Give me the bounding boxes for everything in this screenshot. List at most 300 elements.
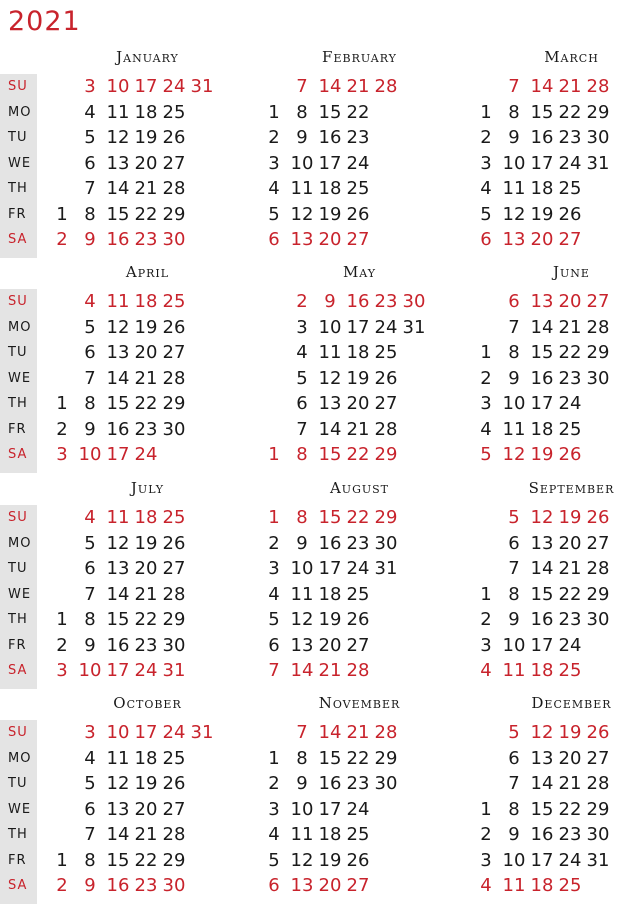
day-cell: 25 xyxy=(346,824,370,845)
day-cell: 26 xyxy=(162,127,186,148)
day-cell: 30 xyxy=(374,532,398,554)
day-cell: 26 xyxy=(586,722,610,743)
weekday-label: WE xyxy=(8,801,32,817)
day-cell: 13 xyxy=(290,634,314,656)
day-cell: 19 xyxy=(134,532,158,554)
day-cell: 1 xyxy=(56,203,68,225)
day-cell: 22 xyxy=(558,342,582,363)
day-cell: 20 xyxy=(134,558,158,579)
day-cell: 26 xyxy=(586,507,610,528)
day-cell: 8 xyxy=(296,747,308,769)
day-cell: 2 xyxy=(56,229,68,250)
day-cell: 12 xyxy=(290,849,314,871)
day-cell: 29 xyxy=(162,203,186,225)
month-name: August xyxy=(329,479,390,497)
day-cell: 22 xyxy=(346,747,370,769)
day-cell: 10 xyxy=(290,798,314,820)
day-cell: 11 xyxy=(290,824,314,845)
day-cell: 29 xyxy=(374,747,398,769)
day-cell: 25 xyxy=(374,342,398,363)
day-cell: 24 xyxy=(558,152,582,174)
day-cell: 1 xyxy=(268,507,280,528)
day-cell: 11 xyxy=(318,342,342,363)
day-cell: 27 xyxy=(346,634,370,656)
month-block xyxy=(257,694,462,904)
day-cell: 7 xyxy=(84,583,96,605)
day-cell: 5 xyxy=(508,507,520,528)
day-cell: 27 xyxy=(346,875,370,896)
day-cell: 7 xyxy=(296,722,308,743)
day-cell: 15 xyxy=(318,747,342,769)
day-cell: 9 xyxy=(296,532,308,554)
day-cell: 24 xyxy=(346,558,370,579)
day-cell: 8 xyxy=(84,393,96,414)
day-cell: 10 xyxy=(502,393,526,414)
day-cell: 12 xyxy=(318,367,342,389)
weekday-label: TU xyxy=(8,561,28,576)
day-cell: 27 xyxy=(162,558,186,579)
day-cell: 7 xyxy=(508,558,520,579)
day-cell: 21 xyxy=(134,583,158,605)
day-cell: 18 xyxy=(346,342,370,363)
day-cell: 24 xyxy=(134,660,158,681)
day-cell: 31 xyxy=(190,76,214,97)
day-cell: 25 xyxy=(162,507,186,528)
day-cell: 7 xyxy=(84,367,96,389)
day-cell: 6 xyxy=(268,875,280,896)
day-cell: 2 xyxy=(268,773,280,794)
day-cell: 1 xyxy=(56,609,68,630)
day-cell: 28 xyxy=(586,773,610,794)
day-cell: 22 xyxy=(346,101,370,123)
day-cell: 19 xyxy=(134,316,158,338)
day-cell: 3 xyxy=(480,849,492,871)
day-cell: 31 xyxy=(586,152,610,174)
day-cell: 18 xyxy=(530,660,554,681)
weekday-label: FR xyxy=(8,421,27,437)
weekday-label: SU xyxy=(8,294,28,309)
day-cell: 9 xyxy=(84,418,96,440)
weekday-label: WE xyxy=(8,370,32,386)
day-cell: 17 xyxy=(106,660,130,681)
day-cell: 9 xyxy=(84,634,96,656)
day-cell: 6 xyxy=(268,634,280,656)
day-cell: 7 xyxy=(268,660,280,681)
day-cell: 23 xyxy=(346,532,370,554)
weekday-label: WE xyxy=(8,155,32,171)
day-cell: 21 xyxy=(558,316,582,338)
day-cell: 1 xyxy=(56,849,68,871)
day-cell: 4 xyxy=(296,342,308,363)
weekday-label: TU xyxy=(8,345,28,360)
day-cell: 16 xyxy=(318,532,342,554)
month-name: January xyxy=(116,48,179,66)
day-cell: 9 xyxy=(296,127,308,148)
weekday-label: TU xyxy=(8,776,28,791)
day-cell: 8 xyxy=(84,609,96,630)
day-cell: 26 xyxy=(558,203,582,225)
day-cell: 24 xyxy=(558,393,582,414)
day-cell: 23 xyxy=(134,875,158,896)
day-cell: 30 xyxy=(586,824,610,845)
day-cell: 19 xyxy=(558,507,582,528)
day-cell: 24 xyxy=(134,444,158,465)
day-cell: 2 xyxy=(268,127,280,148)
weekday-label: TH xyxy=(8,827,28,842)
day-cell: 4 xyxy=(84,101,96,123)
day-cell: 19 xyxy=(318,609,342,630)
day-cell: 23 xyxy=(134,229,158,250)
month-block xyxy=(469,263,640,473)
day-cell: 15 xyxy=(318,507,342,528)
day-cell: 25 xyxy=(162,101,186,123)
day-cell: 17 xyxy=(530,393,554,414)
day-cell: 9 xyxy=(324,291,336,312)
day-cell: 16 xyxy=(106,229,130,250)
day-cell: 22 xyxy=(134,849,158,871)
day-cell: 3 xyxy=(268,152,280,174)
day-cell: 8 xyxy=(84,849,96,871)
day-cell: 27 xyxy=(374,393,398,414)
day-cell: 10 xyxy=(502,634,526,656)
day-cell: 13 xyxy=(106,798,130,820)
day-cell: 20 xyxy=(318,875,342,896)
month-block xyxy=(45,694,250,904)
day-cell: 17 xyxy=(134,76,158,97)
day-cell: 12 xyxy=(502,203,526,225)
day-cell: 30 xyxy=(374,773,398,794)
day-cell: 4 xyxy=(480,875,492,896)
day-cell: 3 xyxy=(56,660,68,681)
day-cell: 21 xyxy=(134,178,158,199)
day-cell: 7 xyxy=(508,76,520,97)
day-cell: 7 xyxy=(84,824,96,845)
day-cell: 18 xyxy=(318,583,342,605)
day-cell: 21 xyxy=(318,660,342,681)
day-cell: 14 xyxy=(530,316,554,338)
day-cell: 6 xyxy=(84,152,96,174)
day-cell: 9 xyxy=(508,609,520,630)
day-cell: 20 xyxy=(558,532,582,554)
day-cell: 23 xyxy=(558,367,582,389)
day-cell: 29 xyxy=(162,609,186,630)
day-cell: 30 xyxy=(402,291,426,312)
month-name: October xyxy=(113,694,182,712)
day-cell: 14 xyxy=(530,558,554,579)
day-cell: 16 xyxy=(318,127,342,148)
day-cell: 14 xyxy=(106,583,130,605)
weekday-label: MO xyxy=(8,750,32,766)
day-cell: 27 xyxy=(346,229,370,250)
month-block xyxy=(257,263,462,473)
day-cell: 3 xyxy=(56,444,68,465)
day-cell: 5 xyxy=(84,773,96,794)
day-cell: 4 xyxy=(84,291,96,312)
day-cell: 28 xyxy=(374,722,398,743)
day-cell: 28 xyxy=(374,418,398,440)
day-cell: 3 xyxy=(480,152,492,174)
day-cell: 8 xyxy=(508,798,520,820)
day-cell: 15 xyxy=(530,342,554,363)
day-cell: 22 xyxy=(346,507,370,528)
day-cell: 25 xyxy=(558,418,582,440)
day-cell: 20 xyxy=(558,747,582,769)
day-cell: 3 xyxy=(84,722,96,743)
day-cell: 31 xyxy=(190,722,214,743)
day-cell: 3 xyxy=(84,76,96,97)
day-cell: 20 xyxy=(530,229,554,250)
day-cell: 5 xyxy=(268,203,280,225)
day-cell: 11 xyxy=(290,583,314,605)
day-cell: 29 xyxy=(162,849,186,871)
day-cell: 10 xyxy=(290,152,314,174)
day-cell: 2 xyxy=(480,609,492,630)
day-cell: 26 xyxy=(558,444,582,465)
day-cell: 11 xyxy=(502,418,526,440)
day-cell: 9 xyxy=(296,773,308,794)
day-cell: 23 xyxy=(558,609,582,630)
month-block xyxy=(45,48,250,258)
day-cell: 22 xyxy=(134,393,158,414)
day-cell: 25 xyxy=(346,583,370,605)
day-cell: 18 xyxy=(318,178,342,199)
day-cell: 8 xyxy=(296,507,308,528)
day-cell: 22 xyxy=(558,101,582,123)
day-cell: 4 xyxy=(480,178,492,199)
day-cell: 30 xyxy=(162,634,186,656)
day-cell: 24 xyxy=(346,152,370,174)
day-cell: 29 xyxy=(586,101,610,123)
day-cell: 15 xyxy=(106,393,130,414)
weekday-label: SU xyxy=(8,725,28,740)
day-cell: 10 xyxy=(318,316,342,338)
day-cell: 29 xyxy=(374,507,398,528)
day-cell: 19 xyxy=(134,127,158,148)
day-cell: 1 xyxy=(480,342,492,363)
month-block xyxy=(45,263,250,473)
day-cell: 6 xyxy=(84,798,96,820)
day-cell: 28 xyxy=(586,558,610,579)
weekday-label: SA xyxy=(8,232,28,247)
day-cell: 2 xyxy=(56,875,68,896)
day-cell: 13 xyxy=(530,291,554,312)
day-cell: 29 xyxy=(586,342,610,363)
day-cell: 23 xyxy=(346,773,370,794)
day-cell: 27 xyxy=(162,798,186,820)
day-cell: 13 xyxy=(290,229,314,250)
day-cell: 17 xyxy=(530,634,554,656)
day-cell: 5 xyxy=(480,203,492,225)
month-block xyxy=(469,694,640,904)
day-cell: 1 xyxy=(480,798,492,820)
day-cell: 13 xyxy=(106,342,130,363)
day-cell: 16 xyxy=(530,824,554,845)
day-cell: 16 xyxy=(106,634,130,656)
day-cell: 8 xyxy=(84,203,96,225)
day-cell: 14 xyxy=(106,367,130,389)
day-cell: 23 xyxy=(134,634,158,656)
day-cell: 2 xyxy=(480,127,492,148)
day-cell: 6 xyxy=(84,558,96,579)
day-cell: 5 xyxy=(296,367,308,389)
day-cell: 16 xyxy=(346,291,370,312)
day-cell: 2 xyxy=(296,291,308,312)
day-cell: 28 xyxy=(162,583,186,605)
day-cell: 1 xyxy=(480,583,492,605)
day-cell: 25 xyxy=(162,747,186,769)
day-cell: 22 xyxy=(558,798,582,820)
day-cell: 16 xyxy=(530,367,554,389)
day-cell: 9 xyxy=(508,824,520,845)
day-cell: 16 xyxy=(318,773,342,794)
weekday-label: TH xyxy=(8,396,28,411)
day-cell: 14 xyxy=(318,76,342,97)
day-cell: 24 xyxy=(162,722,186,743)
day-cell: 14 xyxy=(106,824,130,845)
day-cell: 16 xyxy=(106,418,130,440)
day-cell: 5 xyxy=(268,849,280,871)
day-cell: 4 xyxy=(268,583,280,605)
day-cell: 19 xyxy=(318,849,342,871)
day-cell: 28 xyxy=(162,178,186,199)
day-cell: 27 xyxy=(558,229,582,250)
day-cell: 19 xyxy=(530,444,554,465)
weekday-label: FR xyxy=(8,206,27,222)
weekday-label: TH xyxy=(8,181,28,196)
quarter-row xyxy=(0,694,640,896)
month-name: April xyxy=(125,263,170,281)
day-cell: 1 xyxy=(56,393,68,414)
day-cell: 4 xyxy=(268,824,280,845)
month-block xyxy=(469,48,640,258)
weekday-label: SU xyxy=(8,510,28,525)
day-cell: 26 xyxy=(346,609,370,630)
day-cell: 10 xyxy=(78,444,102,465)
day-cell: 17 xyxy=(530,152,554,174)
day-cell: 15 xyxy=(106,849,130,871)
day-cell: 21 xyxy=(134,367,158,389)
day-cell: 12 xyxy=(106,773,130,794)
day-cell: 24 xyxy=(558,634,582,656)
month-block xyxy=(257,479,462,689)
day-cell: 24 xyxy=(346,798,370,820)
day-cell: 15 xyxy=(106,609,130,630)
day-cell: 15 xyxy=(530,101,554,123)
day-cell: 20 xyxy=(558,291,582,312)
day-cell: 12 xyxy=(530,507,554,528)
day-cell: 19 xyxy=(530,203,554,225)
day-cell: 9 xyxy=(508,127,520,148)
day-cell: 2 xyxy=(480,824,492,845)
day-cell: 19 xyxy=(558,722,582,743)
weekday-label: TH xyxy=(8,612,28,627)
day-cell: 21 xyxy=(134,824,158,845)
day-cell: 30 xyxy=(586,609,610,630)
day-cell: 11 xyxy=(106,747,130,769)
day-cell: 6 xyxy=(508,532,520,554)
day-cell: 21 xyxy=(346,76,370,97)
day-cell: 8 xyxy=(508,583,520,605)
month-block xyxy=(469,479,640,689)
day-cell: 26 xyxy=(346,849,370,871)
day-cell: 31 xyxy=(374,558,398,579)
day-cell: 5 xyxy=(84,316,96,338)
month-name: November xyxy=(318,694,401,712)
day-cell: 7 xyxy=(296,418,308,440)
day-cell: 29 xyxy=(586,583,610,605)
day-cell: 18 xyxy=(134,747,158,769)
day-cell: 10 xyxy=(502,152,526,174)
day-cell: 21 xyxy=(558,558,582,579)
day-cell: 19 xyxy=(318,203,342,225)
day-cell: 10 xyxy=(106,722,130,743)
day-cell: 8 xyxy=(296,444,308,465)
day-cell: 8 xyxy=(508,342,520,363)
day-cell: 23 xyxy=(346,127,370,148)
day-cell: 29 xyxy=(374,444,398,465)
day-cell: 4 xyxy=(480,660,492,681)
day-cell: 25 xyxy=(558,875,582,896)
weekday-label: WE xyxy=(8,586,32,602)
weekday-label: MO xyxy=(8,535,32,551)
day-cell: 18 xyxy=(134,507,158,528)
weekday-label: FR xyxy=(8,852,27,868)
month-name: September xyxy=(528,479,615,497)
day-cell: 23 xyxy=(134,418,158,440)
day-cell: 24 xyxy=(374,316,398,338)
day-cell: 27 xyxy=(586,532,610,554)
day-cell: 14 xyxy=(290,660,314,681)
day-cell: 11 xyxy=(106,507,130,528)
weekday-label: SA xyxy=(8,663,28,678)
day-cell: 17 xyxy=(530,849,554,871)
day-cell: 15 xyxy=(530,798,554,820)
day-cell: 18 xyxy=(530,875,554,896)
day-cell: 21 xyxy=(346,722,370,743)
day-cell: 24 xyxy=(558,849,582,871)
day-cell: 21 xyxy=(558,773,582,794)
day-cell: 12 xyxy=(530,722,554,743)
month-name: May xyxy=(342,263,377,281)
day-cell: 3 xyxy=(296,316,308,338)
day-cell: 20 xyxy=(134,152,158,174)
day-cell: 5 xyxy=(84,127,96,148)
day-cell: 29 xyxy=(162,393,186,414)
day-cell: 11 xyxy=(502,660,526,681)
day-cell: 3 xyxy=(480,634,492,656)
day-cell: 1 xyxy=(268,747,280,769)
day-cell: 20 xyxy=(134,798,158,820)
day-cell: 5 xyxy=(84,532,96,554)
day-cell: 13 xyxy=(106,558,130,579)
day-cell: 13 xyxy=(530,532,554,554)
day-cell: 23 xyxy=(558,127,582,148)
month-name: February xyxy=(322,48,397,66)
day-cell: 16 xyxy=(530,127,554,148)
day-cell: 3 xyxy=(480,393,492,414)
day-cell: 10 xyxy=(78,660,102,681)
day-cell: 30 xyxy=(162,875,186,896)
day-cell: 28 xyxy=(374,76,398,97)
day-cell: 22 xyxy=(134,609,158,630)
day-cell: 16 xyxy=(530,609,554,630)
day-cell: 3 xyxy=(268,558,280,579)
month-name: December xyxy=(531,694,612,712)
day-cell: 16 xyxy=(106,875,130,896)
day-cell: 27 xyxy=(586,747,610,769)
day-cell: 14 xyxy=(318,418,342,440)
day-cell: 27 xyxy=(586,291,610,312)
